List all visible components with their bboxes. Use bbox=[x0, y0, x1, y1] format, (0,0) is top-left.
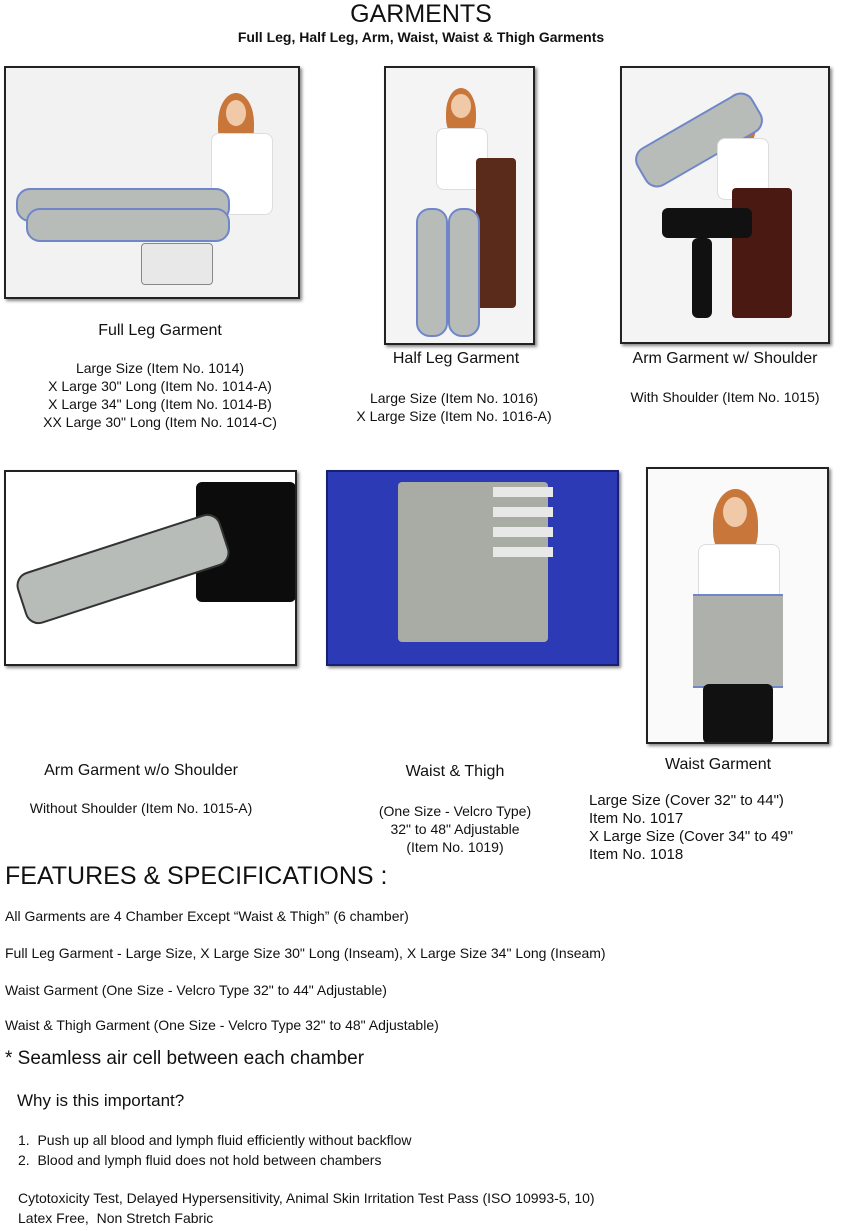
product-name: Arm Garment w/ Shoulder bbox=[632, 350, 818, 367]
product-name: Full Leg Garment bbox=[98, 322, 222, 339]
half-leg-garment-photo bbox=[384, 66, 535, 345]
feature-line: Waist & Thigh Garment (One Size - Velcro Type 32" to 48" Adjustable) bbox=[5, 1017, 439, 1033]
waist-garment-photo bbox=[646, 467, 829, 744]
arm-garment-without-shoulder-photo bbox=[4, 470, 297, 666]
reason-item: 1. Push up all blood and lymph fluid efficiently without backflow bbox=[18, 1132, 412, 1148]
test-line: Cytotoxicity Test, Delayed Hypersensitivity, Animal Skin Irritation Test Pass (ISO 10993-5, 10) bbox=[18, 1190, 595, 1206]
seamless-note: * Seamless air cell between each chamber bbox=[5, 1048, 365, 1069]
feature-line: Waist Garment (One Size - Velcro Type 32" to 44" Adjustable) bbox=[5, 982, 387, 998]
product-name: Waist & Thigh bbox=[405, 763, 505, 780]
why-heading: Why is this important? bbox=[17, 1091, 185, 1110]
detail-line: Large Size (Item No. 1016) bbox=[369, 390, 539, 406]
page-subtitle: Full Leg, Half Leg, Arm, Waist, Waist & Thigh Garments bbox=[237, 29, 605, 45]
detail-line: Item No. 1018 bbox=[589, 846, 684, 863]
feature-line: Full Leg Garment - Large Size, X Large Size 30" Long (Inseam), X Large Size 34" Long (Inseam) bbox=[5, 945, 606, 961]
features-heading: FEATURES & SPECIFICATIONS : bbox=[5, 862, 388, 890]
page-title: GARMENTS bbox=[350, 0, 492, 28]
detail-line: (Item No. 1019) bbox=[406, 839, 504, 855]
detail-line: X Large Size (Cover 34" to 49" bbox=[589, 828, 794, 845]
detail-line: With Shoulder (Item No. 1015) bbox=[630, 389, 820, 405]
detail-line: Item No. 1017 bbox=[589, 810, 684, 827]
detail-line: XX Large 30" Long (Item No. 1014-C) bbox=[43, 414, 277, 430]
detail-line: Large Size (Cover 32" to 44") bbox=[589, 792, 784, 809]
reason-item: 2. Blood and lymph fluid does not hold between chambers bbox=[18, 1152, 382, 1168]
full-leg-garment-photo bbox=[4, 66, 300, 299]
detail-line: Large Size (Item No. 1014) bbox=[75, 360, 245, 376]
test-line: Latex Free, Non Stretch Fabric bbox=[18, 1210, 214, 1226]
product-name: Waist Garment bbox=[664, 756, 772, 773]
feature-line: All Garments are 4 Chamber Except “Waist & Thigh” (6 chamber) bbox=[5, 908, 409, 924]
product-details bbox=[356, 389, 551, 425]
product-details bbox=[379, 802, 531, 856]
detail-line: X Large 30" Long (Item No. 1014-A) bbox=[48, 378, 272, 394]
detail-line: (One Size - Velcro Type) bbox=[378, 803, 532, 819]
detail-line: X Large 34" Long (Item No. 1014-B) bbox=[48, 396, 272, 412]
arm-garment-with-shoulder-photo bbox=[620, 66, 830, 344]
waist-and-thigh-garment-photo bbox=[326, 470, 619, 666]
detail-line: Without Shoulder (Item No. 1015-A) bbox=[29, 800, 253, 816]
product-name: Half Leg Garment bbox=[392, 350, 520, 367]
detail-line: 32" to 48" Adjustable bbox=[390, 821, 520, 837]
product-details bbox=[589, 792, 793, 864]
detail-line: X Large Size (Item No. 1016-A) bbox=[356, 408, 552, 424]
product-details bbox=[43, 359, 277, 431]
product-name: Arm Garment w/o Shoulder bbox=[44, 762, 238, 779]
